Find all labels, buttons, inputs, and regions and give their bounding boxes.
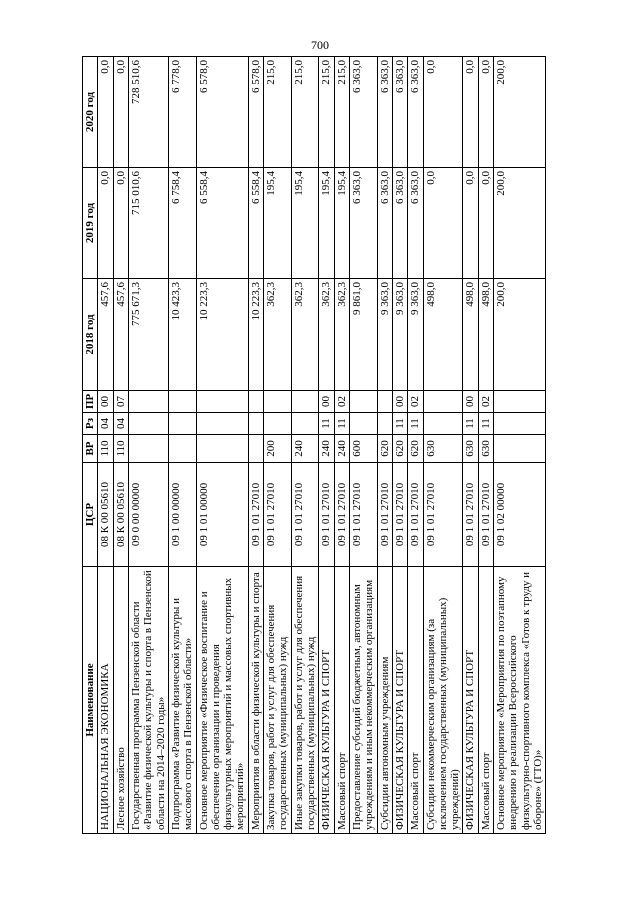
cell-y2019: 195,4 (264, 168, 292, 279)
cell-pr (291, 391, 319, 413)
cell-y2019: 195,4 (291, 168, 319, 279)
cell-rz: 11 (319, 413, 334, 435)
cell-y2020: 215,0 (334, 57, 349, 168)
cell-y2018: 362,3 (264, 279, 292, 391)
cell-y2020: 6 363,0 (392, 57, 407, 168)
cell-vr: 620 (408, 435, 423, 463)
table-row (168, 57, 196, 834)
cell-vr: 630 (478, 435, 493, 463)
cell-y2018: 775 671,3 (128, 279, 168, 391)
cell-y2020: 0,0 (423, 57, 463, 168)
cell-rz (196, 413, 248, 435)
budget-table (82, 56, 546, 834)
table-row (98, 57, 113, 834)
cell-name: Массовый спорт (408, 567, 423, 834)
cell-pr (349, 391, 377, 413)
cell-vr: 620 (377, 435, 392, 463)
cell-pr: 07 (113, 391, 128, 413)
cell-y2018: 498,0 (478, 279, 493, 391)
cell-pr: 00 (392, 391, 407, 413)
cell-y2019: 6 758,4 (168, 168, 196, 279)
cell-y2019: 6 363,0 (377, 168, 392, 279)
table-row (408, 57, 423, 834)
cell-name: ФИЗИЧЕСКАЯ КУЛЬТУРА И СПОРТ (392, 567, 407, 834)
cell-name: ФИЗИЧЕСКАЯ КУЛЬТУРА И СПОРТ (319, 567, 334, 834)
cell-y2018: 362,3 (291, 279, 319, 391)
cell-rz: 11 (463, 413, 478, 435)
cell-vr: 240 (319, 435, 334, 463)
cell-y2020: 6 778,0 (168, 57, 196, 168)
cell-pr: 00 (319, 391, 334, 413)
table-header-row (83, 57, 98, 834)
cell-vr: 110 (98, 435, 113, 463)
cell-pr (248, 391, 263, 413)
cell-y2020: 215,0 (319, 57, 334, 168)
cell-csr: 09 1 01 27010 (392, 463, 407, 567)
table-row (113, 57, 128, 834)
cell-y2019: 6 558,4 (196, 168, 248, 279)
table-row (128, 57, 168, 834)
cell-vr: 630 (423, 435, 463, 463)
table-row (423, 57, 463, 834)
cell-y2020: 728 510,6 (128, 57, 168, 168)
cell-csr: 09 1 01 27010 (264, 463, 292, 567)
table-row (494, 57, 546, 834)
cell-name: НАЦИОНАЛЬНАЯ ЭКОНОМИКА (98, 567, 113, 834)
cell-pr (264, 391, 292, 413)
header-vr: ВР (83, 435, 98, 463)
cell-pr (423, 391, 463, 413)
cell-csr: 09 1 01 27010 (334, 463, 349, 567)
cell-name: Закупка товаров, работ и услуг для обеспечения государственных (муниципальных) нужд (264, 567, 292, 834)
cell-vr: 240 (334, 435, 349, 463)
cell-vr (128, 435, 168, 463)
cell-rz (349, 413, 377, 435)
cell-name: Основное мероприятие «Физическое воспитание и обеспечение организации и проведения физкультурных мероприятий и массовых спортивных мероприятий» (196, 567, 248, 834)
cell-y2018: 200,0 (494, 279, 546, 391)
cell-y2018: 9 861,0 (349, 279, 377, 391)
table-row (377, 57, 392, 834)
cell-vr: 110 (113, 435, 128, 463)
cell-vr: 600 (349, 435, 377, 463)
cell-name: Мероприятия в области физической культуры и спорта (248, 567, 263, 834)
cell-vr (248, 435, 263, 463)
table-row (264, 57, 292, 834)
cell-y2020: 0,0 (463, 57, 478, 168)
cell-y2020: 6 578,0 (196, 57, 248, 168)
header-rz: Рз (83, 413, 98, 435)
cell-rz (248, 413, 263, 435)
cell-y2018: 9 363,0 (392, 279, 407, 391)
cell-y2020: 200,0 (494, 57, 546, 168)
cell-y2019: 0,0 (463, 168, 478, 279)
cell-y2019: 6 558,4 (248, 168, 263, 279)
cell-y2018: 457,6 (98, 279, 113, 391)
table-row (334, 57, 349, 834)
cell-rz (377, 413, 392, 435)
cell-csr: 09 1 01 00000 (196, 463, 248, 567)
cell-name: Массовый спорт (334, 567, 349, 834)
cell-pr (494, 391, 546, 413)
cell-y2018: 9 363,0 (377, 279, 392, 391)
cell-y2019: 195,4 (319, 168, 334, 279)
cell-y2020: 215,0 (264, 57, 292, 168)
table-row (291, 57, 319, 834)
cell-csr: 09 1 00 00000 (168, 463, 196, 567)
cell-y2020: 6 363,0 (408, 57, 423, 168)
cell-pr: 02 (334, 391, 349, 413)
cell-y2020: 6 363,0 (349, 57, 377, 168)
cell-name: Лесное хозяйство (113, 567, 128, 834)
cell-rz (494, 413, 546, 435)
cell-y2019: 6 363,0 (408, 168, 423, 279)
cell-pr (196, 391, 248, 413)
cell-y2019: 6 363,0 (349, 168, 377, 279)
cell-vr (168, 435, 196, 463)
cell-vr: 240 (291, 435, 319, 463)
cell-rz: 11 (334, 413, 349, 435)
cell-pr: 02 (478, 391, 493, 413)
cell-rz: 04 (113, 413, 128, 435)
cell-y2020: 215,0 (291, 57, 319, 168)
cell-y2019: 200,0 (494, 168, 546, 279)
cell-name: Предоставление субсидий бюджетным, автономным учреждениям и иным некоммерческим организациям (349, 567, 377, 834)
table-row (349, 57, 377, 834)
cell-y2019: 6 363,0 (392, 168, 407, 279)
cell-y2018: 10 423,3 (168, 279, 196, 391)
cell-y2020: 6 578,0 (248, 57, 263, 168)
cell-y2019: 715 010,6 (128, 168, 168, 279)
cell-name: ФИЗИЧЕСКАЯ КУЛЬТУРА И СПОРТ (463, 567, 478, 834)
cell-y2020: 6 363,0 (377, 57, 392, 168)
cell-y2020: 0,0 (478, 57, 493, 168)
cell-rz: 11 (478, 413, 493, 435)
cell-csr: 09 1 01 27010 (408, 463, 423, 567)
rotated-table-container (82, 57, 562, 834)
cell-csr: 09 1 01 27010 (349, 463, 377, 567)
cell-pr (128, 391, 168, 413)
cell-name: Подпрограмма «Развитие физической культуры и массового спорта в Пензенской области» (168, 567, 196, 834)
cell-y2019: 0,0 (423, 168, 463, 279)
cell-csr: 08 К 00 05610 (98, 463, 113, 567)
cell-pr (377, 391, 392, 413)
cell-y2018: 457,6 (113, 279, 128, 391)
header-2019: 2019 год (83, 168, 98, 279)
page-number: 700 (311, 38, 329, 52)
cell-y2019: 0,0 (98, 168, 113, 279)
cell-y2018: 9 363,0 (408, 279, 423, 391)
table-row (463, 57, 478, 834)
cell-name: Массовый спорт (478, 567, 493, 834)
cell-vr: 620 (392, 435, 407, 463)
cell-y2019: 195,4 (334, 168, 349, 279)
cell-y2018: 362,3 (334, 279, 349, 391)
header-pr: ПР (83, 391, 98, 413)
header-csr: ЦСР (83, 463, 98, 567)
cell-vr: 630 (463, 435, 478, 463)
table-row (319, 57, 334, 834)
header-2020: 2020 год (83, 57, 98, 168)
cell-name: Государственная программа Пензенской области «Развитие физической культуры и спорта в Пензенской области на 2014–2020 годы» (128, 567, 168, 834)
cell-y2018: 10 223,3 (196, 279, 248, 391)
cell-csr: 09 1 01 27010 (291, 463, 319, 567)
cell-y2019: 0,0 (113, 168, 128, 279)
cell-rz: 04 (98, 413, 113, 435)
cell-rz (291, 413, 319, 435)
cell-pr: 00 (98, 391, 113, 413)
cell-csr: 08 К 00 05610 (113, 463, 128, 567)
cell-rz: 11 (392, 413, 407, 435)
cell-y2020: 0,0 (113, 57, 128, 168)
cell-rz (128, 413, 168, 435)
cell-name: Основное мероприятие «Мероприятия по поэтапному внедрению и реализации Всероссийского физкультурно-спортивного комплекса «Готов к труду и обороне» (ГТО)» (494, 567, 546, 834)
cell-rz (423, 413, 463, 435)
cell-csr: 09 1 01 27010 (463, 463, 478, 567)
cell-y2018: 498,0 (423, 279, 463, 391)
cell-vr (196, 435, 248, 463)
cell-vr: 200 (264, 435, 292, 463)
cell-csr: 09 1 01 27010 (423, 463, 463, 567)
table-row (248, 57, 263, 834)
cell-csr: 09 1 01 27010 (377, 463, 392, 567)
table-row (392, 57, 407, 834)
cell-csr: 09 1 02 00000 (494, 463, 546, 567)
cell-pr: 00 (463, 391, 478, 413)
cell-name: Субсидии автономным учреждениям (377, 567, 392, 834)
cell-y2019: 0,0 (478, 168, 493, 279)
cell-name: Иные закупки товаров, работ и услуг для обеспечения государственных (муниципальных) нужд (291, 567, 319, 834)
cell-pr (168, 391, 196, 413)
header-2018: 2018 год (83, 279, 98, 391)
cell-rz: 11 (408, 413, 423, 435)
cell-pr: 02 (408, 391, 423, 413)
cell-vr (494, 435, 546, 463)
table-row (196, 57, 248, 834)
cell-rz (264, 413, 292, 435)
cell-csr: 09 1 01 27010 (478, 463, 493, 567)
cell-y2018: 362,3 (319, 279, 334, 391)
table-row (478, 57, 493, 834)
header-name: Наименование (83, 567, 98, 834)
table-body (98, 57, 546, 834)
cell-y2018: 10 223,3 (248, 279, 263, 391)
cell-y2020: 0,0 (98, 57, 113, 168)
cell-y2018: 498,0 (463, 279, 478, 391)
cell-name: Субсидии некоммерческим организациям (за исключением государственных (муниципальных) учреждений) (423, 567, 463, 834)
cell-csr: 09 1 01 27010 (248, 463, 263, 567)
cell-csr: 09 0 00 00000 (128, 463, 168, 567)
cell-csr: 09 1 01 27010 (319, 463, 334, 567)
cell-rz (168, 413, 196, 435)
